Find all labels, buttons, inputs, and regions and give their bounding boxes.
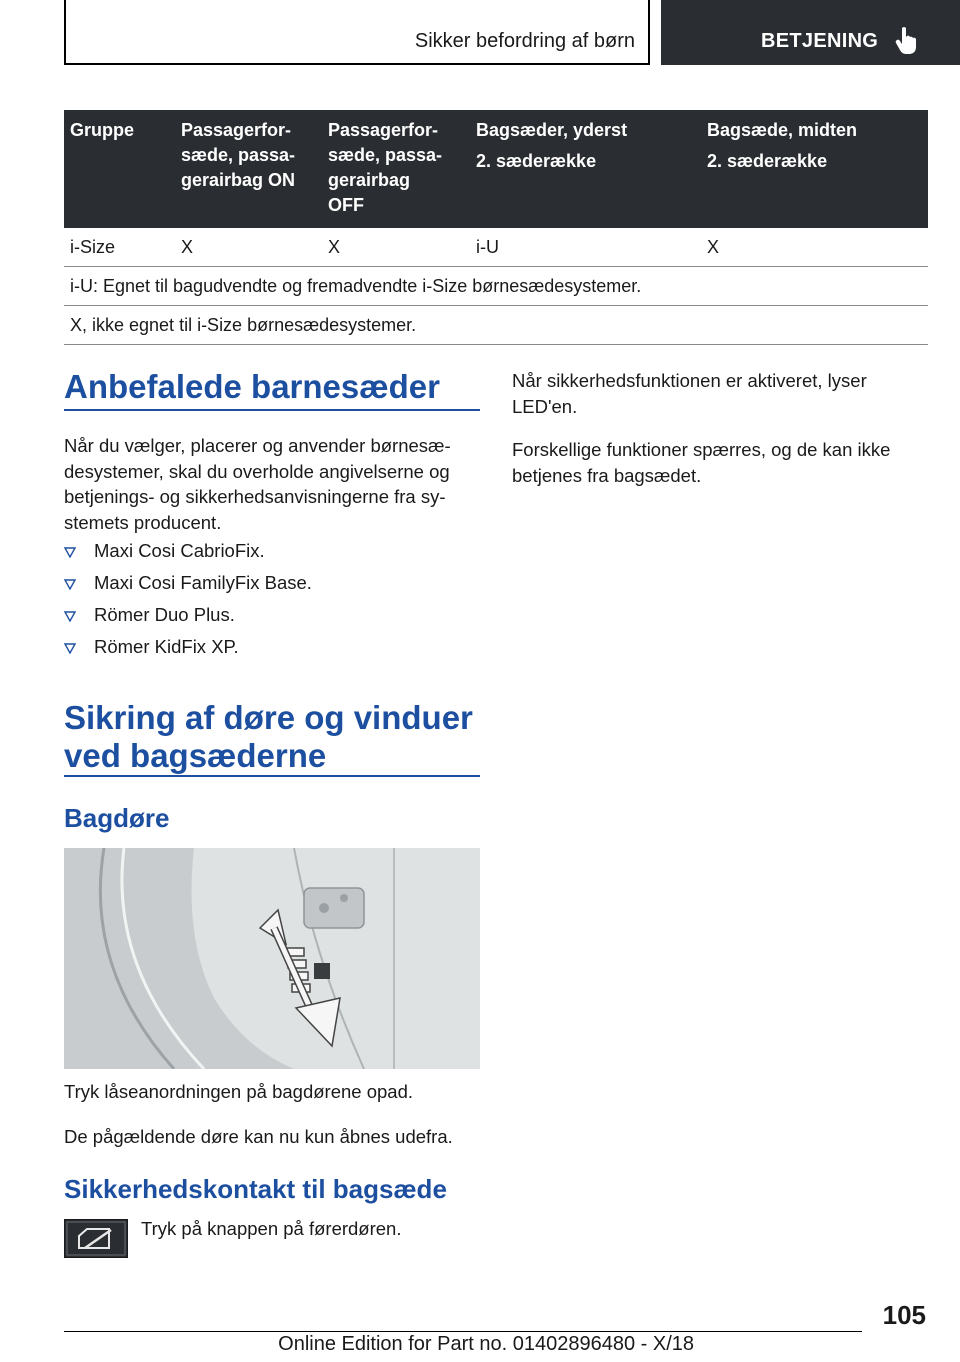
subsection-title-safety-switch: Sikkerhedskontakt til bagsæde xyxy=(64,1174,447,1204)
table-row xyxy=(64,228,928,267)
recommended-seats-list xyxy=(64,537,312,665)
table-cell: X xyxy=(175,228,322,267)
header-section-title: Sikker befordring af børn xyxy=(414,30,635,52)
footer-rule xyxy=(64,1331,862,1332)
header-chapter-label: BETJENING xyxy=(761,30,879,52)
list-item: Maxi Cosi FamilyFix Base. xyxy=(64,569,312,601)
table-cell: X xyxy=(322,228,470,267)
rear-doors-instruction: Tryk låseanordningen på bagdørene opad. xyxy=(64,1081,413,1102)
window-lock-glyph xyxy=(65,1220,127,1257)
section-title-door-window-safety: Sikring af døre og vinduer ved bagsæderne xyxy=(64,699,473,774)
table-header-cell: Bagsæde, midten 2. sæderække xyxy=(701,110,928,228)
table-header-cell: Gruppe xyxy=(64,110,175,228)
table-cell: X xyxy=(701,228,928,267)
table-cell: i-Size xyxy=(64,228,175,267)
triangle-bullet-icon xyxy=(64,643,76,654)
header-right-rule xyxy=(648,0,650,64)
table-header-cell: Bagsæder, yderst 2. sæderække xyxy=(470,110,701,228)
table-note-row xyxy=(64,306,928,345)
table-note: X, ikke egnet til i-Size børnesædesystemer. xyxy=(64,306,928,345)
table-note-row xyxy=(64,267,928,306)
rear-door-lock-illustration xyxy=(64,848,480,1069)
table-cell: i-U xyxy=(470,228,701,267)
hand-pointer-icon xyxy=(895,26,921,54)
section-title-rule xyxy=(64,409,480,411)
triangle-bullet-icon xyxy=(64,579,76,590)
section-title-rule xyxy=(64,775,480,777)
table-note: i-U: Egnet til bagudvendte og fremadvendte i-Size børnesædesystemer. xyxy=(64,267,928,306)
table-header-row xyxy=(64,110,928,228)
safety-switch-instruction: Tryk på knappen på førerdøren. xyxy=(141,1218,402,1239)
footer-edition: Online Edition for Part no. 01402896480 - X/18 xyxy=(278,1333,694,1355)
list-item: Maxi Cosi CabrioFix. xyxy=(64,537,312,569)
window-lock-switch-icon xyxy=(64,1219,128,1258)
blocked-functions-text: Forskellige funktioner spærres, og de kan ikke betjenes fra bagsædet. xyxy=(512,439,891,486)
recommended-seats-intro: Når du vælger, placerer og anvender børnesæ- desystemer, skal du overholde angivelserne og betjenings- og sikkerhedsanvisningerne fra sy- stemets producent. xyxy=(64,435,451,533)
led-status-text: Når sikkerhedsfunktionen er aktiveret, lyser LED'en. xyxy=(512,370,867,417)
door-lock-drawing xyxy=(64,848,480,1069)
triangle-bullet-icon xyxy=(64,611,76,622)
triangle-bullet-icon xyxy=(64,547,76,558)
table-header-cell: Passagerfor- sæde, passa- gerairbag OFF xyxy=(322,110,470,228)
page-number: 105 xyxy=(882,1300,926,1330)
seat-suitability-table xyxy=(64,110,928,345)
header-chapter-tab[interactable] xyxy=(661,0,960,65)
subsection-title-rear-doors: Bagdøre xyxy=(64,803,170,833)
rear-doors-result: De pågældende døre kan nu kun åbnes udefra. xyxy=(64,1126,453,1147)
header-left-rule xyxy=(64,0,66,64)
list-item: Römer Duo Plus. xyxy=(64,601,312,633)
section-title-recommended-seats: Anbefalede barnesæder xyxy=(64,368,440,405)
list-item: Römer KidFix XP. xyxy=(64,633,312,665)
header-bottom-rule xyxy=(64,63,650,65)
table-header-cell: Passagerfor- sæde, passa- gerairbag ON xyxy=(175,110,322,228)
